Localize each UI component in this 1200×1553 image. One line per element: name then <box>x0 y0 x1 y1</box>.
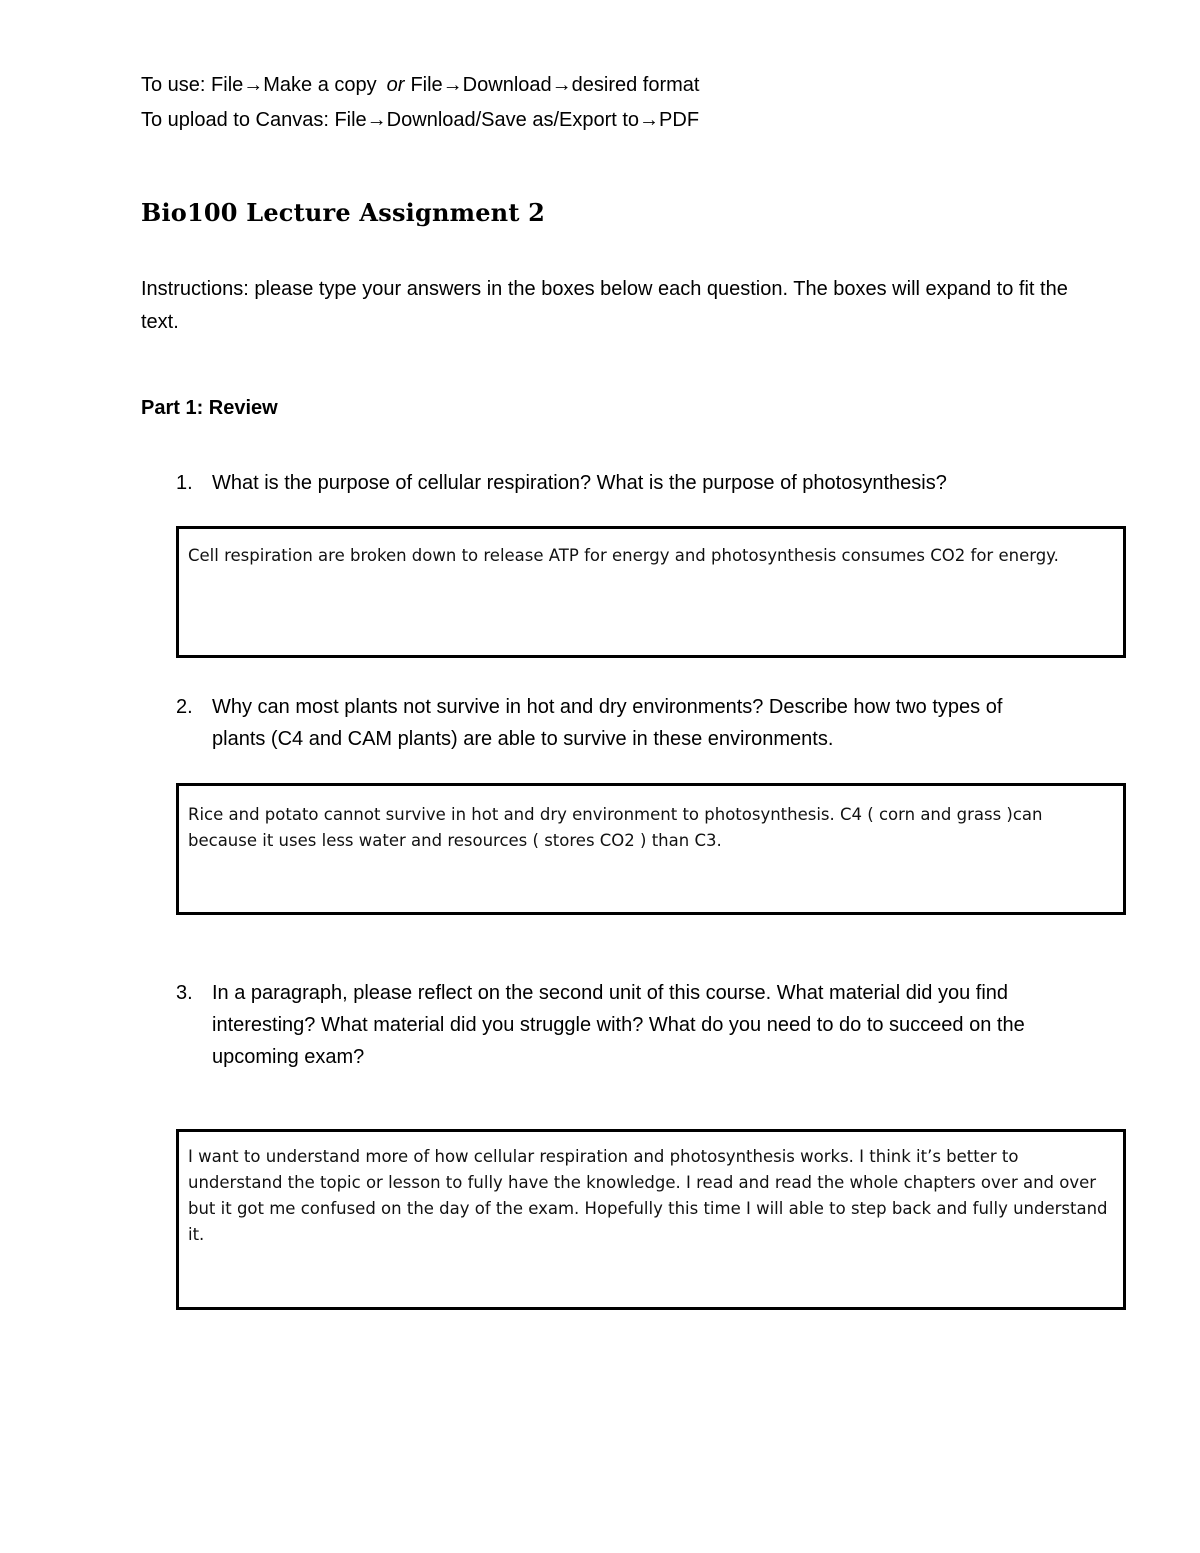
question-2 <box>176 691 1056 755</box>
question-number: 1. <box>176 472 193 494</box>
usage-instructions-line-2: To upload to Canvas: File→Download/Save as/Export to→PDF <box>141 109 700 131</box>
question-3 <box>176 977 1056 1073</box>
instructions-text: Instructions: please type your answers in the boxes below each question. The boxes will expand to fit the text. <box>141 278 1068 333</box>
question-number: 3. <box>176 982 193 1004</box>
answer-box-1[interactable]: Cell respiration are broken down to release ATP for energy and photosynthesis consumes CO2 for energy. <box>176 526 1126 658</box>
part-heading: Part 1: Review <box>141 397 278 419</box>
question-text: What is the purpose of cellular respiration? What is the purpose of photosynthesis? <box>212 472 947 494</box>
usage-or-text: or <box>386 74 405 96</box>
question-text: In a paragraph, please reflect on the second unit of this course. What material did you find interesting? What material did you struggle with? What do you need to do to succeed on the upcoming exam? <box>212 982 1025 1068</box>
usage-download-text: File→Download→desired format <box>410 74 700 96</box>
answer-box-3[interactable]: I want to understand more of how cellular respiration and photosynthesis works. I think it’s better to understand the topic or lesson to fully have the knowledge. I read and read the whole chapters over and over but it got me confused on the day of the exam. Hopefully this time I will able to step back and fully understand it. <box>176 1129 1126 1310</box>
page-title: Bio100 Lecture Assignment 2 <box>141 198 546 227</box>
usage-instructions-line-1 <box>141 73 699 97</box>
question-1 <box>176 467 1056 499</box>
question-text: Why can most plants not survive in hot and dry environments? Describe how two types of plants (C4 and CAM plants) are able to survive in these environments. <box>212 696 1003 750</box>
question-number: 2. <box>176 696 193 718</box>
answer-box-2[interactable]: Rice and potato cannot survive in hot and dry environment to photosynthesis. C4 ( corn and grass )can because it uses less water and resources ( stores CO2 ) than C3. <box>176 783 1126 915</box>
usage-copy-text: To use: File→Make a copy <box>141 74 377 96</box>
